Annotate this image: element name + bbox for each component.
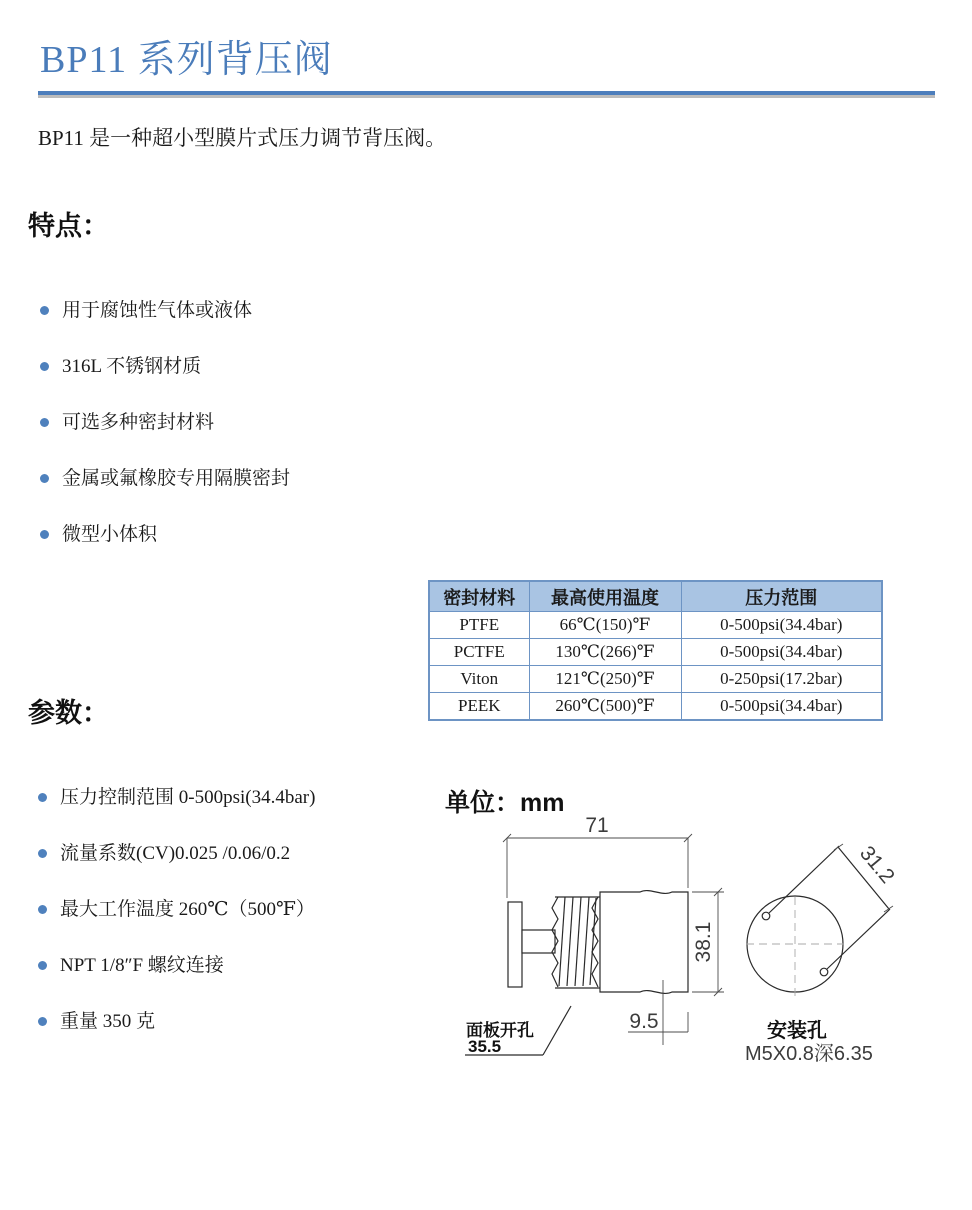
dim-width-text: 71 [585, 814, 609, 837]
features-heading: 特点： [28, 211, 109, 241]
page-title: BP11 系列背压阀 [40, 39, 333, 81]
cell-pressure: 0-500psi(34.4bar) [681, 693, 882, 721]
feature-text: 微型小体积 [62, 524, 158, 545]
cell-material: PCTFE [429, 639, 529, 666]
column-header-material: 密封材料 [429, 581, 529, 612]
cell-pressure: 0-250psi(17.2bar) [681, 666, 882, 693]
parameter-text: 流量系数(CV)0.025 /0.06/0.2 [60, 843, 291, 864]
intro-text: BP11 是一种超小型膜片式压力调节背压阀。 [38, 126, 447, 150]
cell-temperature: 260℃(500)℉ [529, 693, 681, 721]
bullet-icon [40, 306, 49, 315]
table-row [429, 666, 882, 693]
unit-heading: 单位：mm [445, 789, 565, 817]
panel-hole-value: 35.5 [468, 1037, 502, 1056]
seal-material-table [428, 580, 883, 721]
parameter-text: 最大工作温度 260℃（500℉） [60, 899, 315, 920]
bullet-icon [38, 1017, 47, 1026]
feature-text: 用于腐蚀性气体或液体 [62, 300, 253, 321]
list-item [40, 467, 290, 490]
dimension-height [692, 888, 724, 996]
cell-pressure: 0-500psi(34.4bar) [681, 612, 882, 639]
table-row [429, 612, 882, 639]
list-item [38, 1010, 315, 1033]
table-row [429, 693, 882, 721]
mounting-hole [820, 968, 828, 976]
bullet-icon [40, 530, 49, 539]
bullet-icon [38, 961, 47, 970]
parameters-heading: 参数： [28, 698, 109, 728]
valve-body [600, 891, 688, 994]
valve-stem [522, 930, 555, 953]
list-item [40, 355, 290, 378]
valve-knob [508, 902, 522, 987]
cell-material: PTFE [429, 612, 529, 639]
bullet-icon [40, 474, 49, 483]
cell-material: Viton [429, 666, 529, 693]
feature-text: 金属或氟橡胶专用隔膜密封 [62, 468, 291, 489]
list-item [38, 786, 315, 809]
list-item [38, 898, 315, 921]
parameters-list [38, 786, 315, 1066]
cell-material: PEEK [429, 693, 529, 721]
bullet-icon [38, 905, 47, 914]
feature-text: 可选多种密封材料 [62, 412, 215, 433]
list-item [40, 411, 290, 434]
feature-text: 316L 不锈钢材质 [62, 356, 202, 377]
column-header-temperature: 最高使用温度 [529, 581, 681, 612]
list-item [40, 299, 290, 322]
list-item [38, 842, 315, 865]
parameter-text: 重量 350 克 [60, 1011, 156, 1032]
cell-pressure: 0-500psi(34.4bar) [681, 639, 882, 666]
parameter-text: NPT 1/8″F 螺纹连接 [60, 955, 224, 976]
title-divider [38, 91, 935, 95]
mounting-hole [762, 912, 770, 920]
list-item [40, 523, 290, 546]
cell-temperature: 130℃(266)℉ [529, 639, 681, 666]
mount-hole-spec: M5X0.8深6.35 [745, 1043, 873, 1065]
features-list [40, 299, 290, 579]
technical-drawing [440, 810, 972, 1100]
valve-threads [552, 897, 600, 988]
cell-temperature: 121℃(250)℉ [529, 666, 681, 693]
mounting-face-view [746, 842, 899, 997]
dim-hole-spacing-text: 31.2 [855, 841, 899, 888]
table-row [429, 639, 882, 666]
bullet-icon [40, 362, 49, 371]
cell-temperature: 66℃(150)℉ [529, 612, 681, 639]
parameter-text: 压力控制范围 0-500psi(34.4bar) [60, 787, 316, 808]
table-header-row [429, 581, 882, 612]
dim-height-text: 38.1 [692, 921, 715, 963]
list-item [38, 954, 315, 977]
dim-port-text: 9.5 [629, 1010, 659, 1033]
bullet-icon [38, 849, 47, 858]
dimension-width [503, 814, 692, 898]
column-header-pressure: 压力范围 [681, 581, 882, 612]
panel-hole-label: 面板开孔 [466, 1021, 534, 1040]
mount-hole-label: 安装孔 [767, 1020, 827, 1042]
bullet-icon [40, 418, 49, 427]
bullet-icon [38, 793, 47, 802]
panel-hole-callout [465, 1006, 571, 1056]
